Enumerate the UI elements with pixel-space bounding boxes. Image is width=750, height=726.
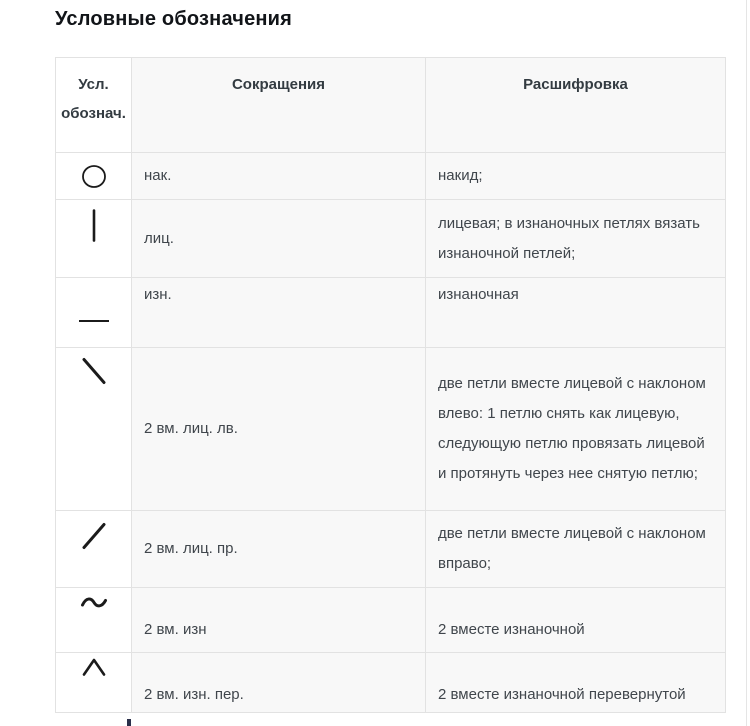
symbol-cell <box>56 153 132 200</box>
clipped-content-fragment <box>127 719 131 726</box>
header-abbr-column: Сокращения <box>132 58 426 153</box>
abbr-cell: нак. <box>132 153 426 200</box>
meaning-cell: накид; <box>426 153 726 200</box>
symbol-cell <box>56 278 132 348</box>
header-meaning-column: Расшифровка <box>426 58 726 153</box>
meaning-cell: изнаночная <box>426 278 726 348</box>
purl-two-together-reversed-caret-icon <box>81 657 107 677</box>
table-row <box>56 200 726 278</box>
abbr-cell: 2 вм. изн <box>132 588 426 653</box>
table-row <box>56 511 726 588</box>
symbol-cell <box>56 511 132 588</box>
symbol-cell <box>56 653 132 713</box>
symbols-legend-table <box>55 57 726 713</box>
meaning-cell: две петли вместе лицевой с наклоном влево: 1 петлю снять как лицевую, следующую петлю провязать лицевой и протянуть через нее снятую петлю; <box>426 348 726 511</box>
purl-stitch-horizontal-dash-icon <box>78 319 110 323</box>
meaning-cell: 2 вместе изнаночной <box>426 588 726 653</box>
abbr-cell: 2 вм. изн. пер. <box>132 653 426 713</box>
table-row <box>56 348 726 511</box>
symbol-cell <box>56 588 132 653</box>
meaning-cell: 2 вместе изнаночной перевернутой <box>426 653 726 713</box>
meaning-cell: лицевая; в изнаночных петлях вязать изнаночной петлей; <box>426 200 726 278</box>
yarn-over-circle-icon <box>81 164 107 189</box>
abbr-cell: лиц. <box>132 200 426 278</box>
table-row <box>56 153 726 200</box>
abbr-cell: изн. <box>132 278 426 348</box>
header-symbol-column: Усл. обознач. <box>56 58 132 153</box>
table-row <box>56 588 726 653</box>
meaning-cell: две петли вместе лицевой с наклоном вправо; <box>426 511 726 588</box>
decrease-right-slash-icon <box>80 521 108 551</box>
content-edge-divider <box>746 0 747 726</box>
page-title: Условные обозначения <box>55 8 293 30</box>
table-row <box>56 278 726 348</box>
table-row <box>56 653 726 713</box>
knit-stitch-vertical-bar-icon <box>90 209 98 242</box>
symbol-cell <box>56 348 132 511</box>
table-header-row <box>56 58 726 153</box>
decrease-left-backslash-icon <box>80 356 108 386</box>
abbr-cell: 2 вм. лиц. пр. <box>132 511 426 588</box>
symbol-cell <box>56 200 132 278</box>
abbr-cell: 2 вм. лиц. лв. <box>132 348 426 511</box>
purl-two-together-tilde-icon <box>79 594 109 612</box>
